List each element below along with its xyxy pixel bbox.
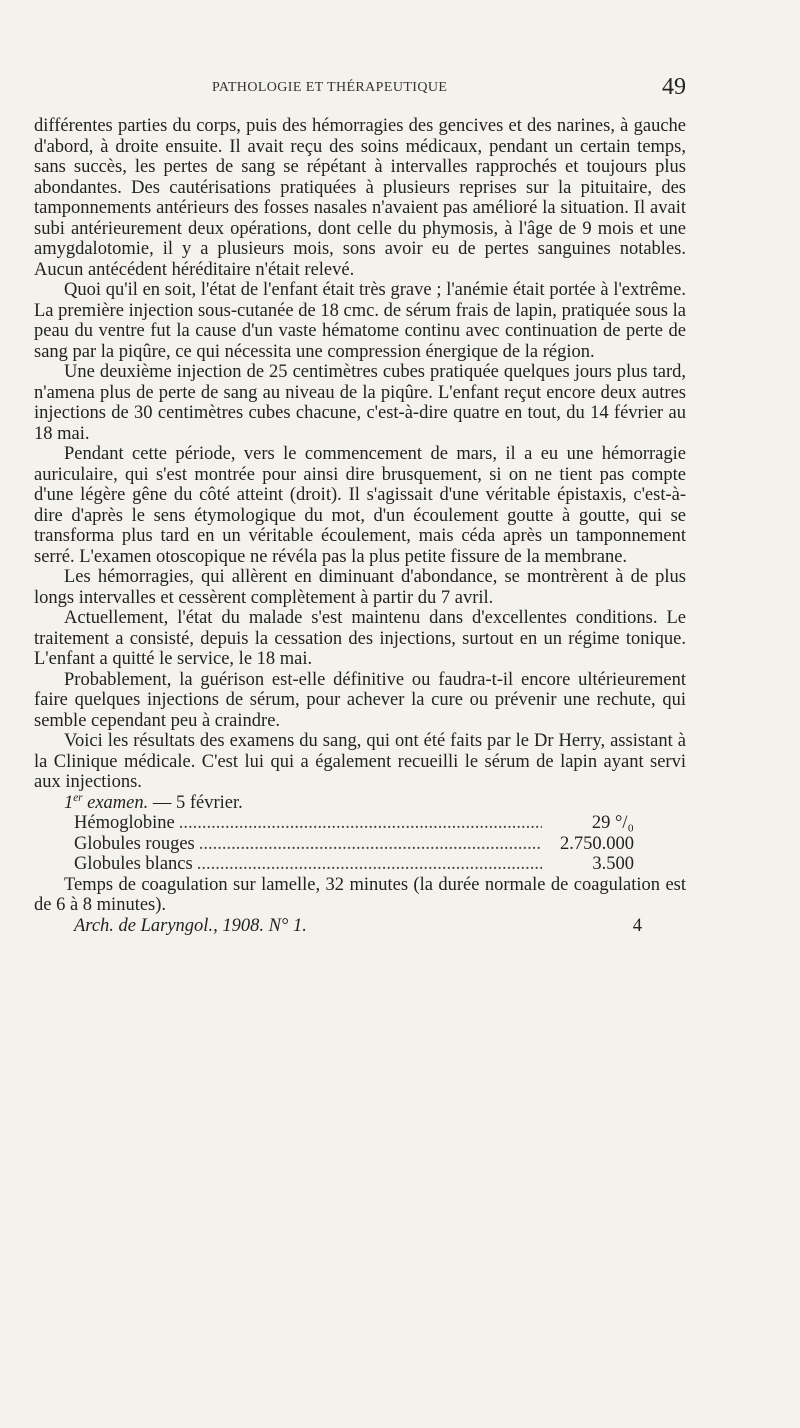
paragraph: Quoi qu'il en soit, l'état de l'enfant était très grave ; l'anémie était portée à l'extrême. La première injection sous-cutanée de 18 cmc. de sérum frais de lapin, pratiquée sous la peau du ventre fut la cause d'un vaste hématome continu avec continuation de perte de sang par la piqûre, ce qui nécessita une compression énergique de la région.	[34, 280, 686, 362]
result-label: Globules blancs	[74, 854, 193, 874]
result-label: Hémoglobine	[74, 813, 175, 833]
coagulation-note: Temps de coagulation sur lamelle, 32 minutes (la durée normale de coagulation est de 6 à 8 minutes).	[34, 874, 686, 915]
paragraph: Une deuxième injection de 25 centimètres cubes pratiquée quelques jours plus tard, n'amena plus de perte de sang au niveau de la piqûre. L'enfant reçut encore deux autres injections de 30 centimètres cubes chacune, c'est-à-dire quatre en tout, du 14 février au 18 mai.	[34, 362, 686, 444]
result-value: 3.500	[592, 854, 634, 874]
result-label: Globules rouges	[74, 833, 195, 854]
page-header	[212, 74, 686, 104]
page-number: 49	[662, 74, 686, 100]
result-value: 2.750.000	[560, 833, 634, 854]
result-row	[74, 854, 634, 875]
dot-leader	[199, 834, 542, 855]
blood-results-list	[74, 813, 634, 875]
paragraph: Les hémorragies, qui allèrent en diminuant d'abondance, se montrèrent à de plus longs intervalles et cessèrent complètement à partir du 7 avril.	[34, 567, 686, 608]
body-text	[34, 116, 686, 936]
paragraph: différentes parties du corps, puis des hémorragies des gencives et des narines, à gauche d'abord, à droite ensuite. Il avait reçu des soins médicaux, pendant un certain temps, sans succès, les pertes de sang se répétant à intervalles rapprochés et toujours plus abondantes. Des cautérisations pratiquées à plusieurs reprises sur la pituitaire, des tamponnements antérieurs des fosses nasales n'avaient pas amélioré la situation. Il avait subi antérieurement deux opérations, dont celle du phymosis, à l'âge de 9 mois et une amygdalotomie, il y a plusieurs mois, sons avoir eu de pertes sanguines notables. Aucun antécédent héréditaire n'était relevé.	[34, 116, 686, 280]
dot-leader	[197, 854, 542, 875]
result-row	[74, 834, 634, 855]
paragraph: Actuellement, l'état du malade s'est maintenu dans d'excellentes conditions. Le traitement a consisté, depuis la cessation des injections, surtout en un régime tonique. L'enfant a quitté le service, le 18 mai.	[34, 608, 686, 669]
result-value: 29 °/₀	[591, 813, 634, 833]
dot-leader	[179, 813, 542, 834]
page-footer	[34, 916, 642, 937]
exam-heading	[34, 793, 686, 814]
paragraph: Voici les résultats des examens du sang, qui ont été faits par le Dr Herry, assistant à la Clinique médicale. C'est lui qui a également recueilli le sérum de lapin ayant servi aux injections.	[34, 731, 686, 792]
exam-title-rest: examen.	[82, 792, 149, 813]
paragraph: Pendant cette période, vers le commencement de mars, il a eu une hémorragie auriculaire, qui s'est montrée pour ainsi dire brusquement, si on ne tient pas compte d'une légère gêne du côté atteint (droit). Il s'agissait d'une véritable épistaxis, c'est-à-dire d'après le sens étymologique du mot, d'un écoulement goutte à goutte, qui se transforma plus tard en un véritable écoulement, mais céda après un tamponnement serré. L'examen otoscopique ne révéla pas la plus petite fissure de la membrane.	[34, 444, 686, 567]
running-title: PATHOLOGIE ET THÉRAPEUTIQUE	[212, 80, 448, 95]
exam-date: — 5 février.	[148, 792, 243, 813]
paragraph: Probablement, la guérison est-elle définitive ou faudra-t-il encore ultérieurement faire quelques injections de sérum, pour achever la cure ou prévenir une rechute, qui semble cependant peu à craindre.	[34, 669, 686, 731]
result-row	[74, 813, 634, 834]
exam-title-sup: er	[73, 791, 83, 804]
footer-citation: Arch. de Laryngol., 1908. N° 1.	[74, 915, 307, 936]
exam-title: 1er examen.	[64, 791, 149, 813]
footer-sheet-number: 4	[632, 915, 642, 936]
